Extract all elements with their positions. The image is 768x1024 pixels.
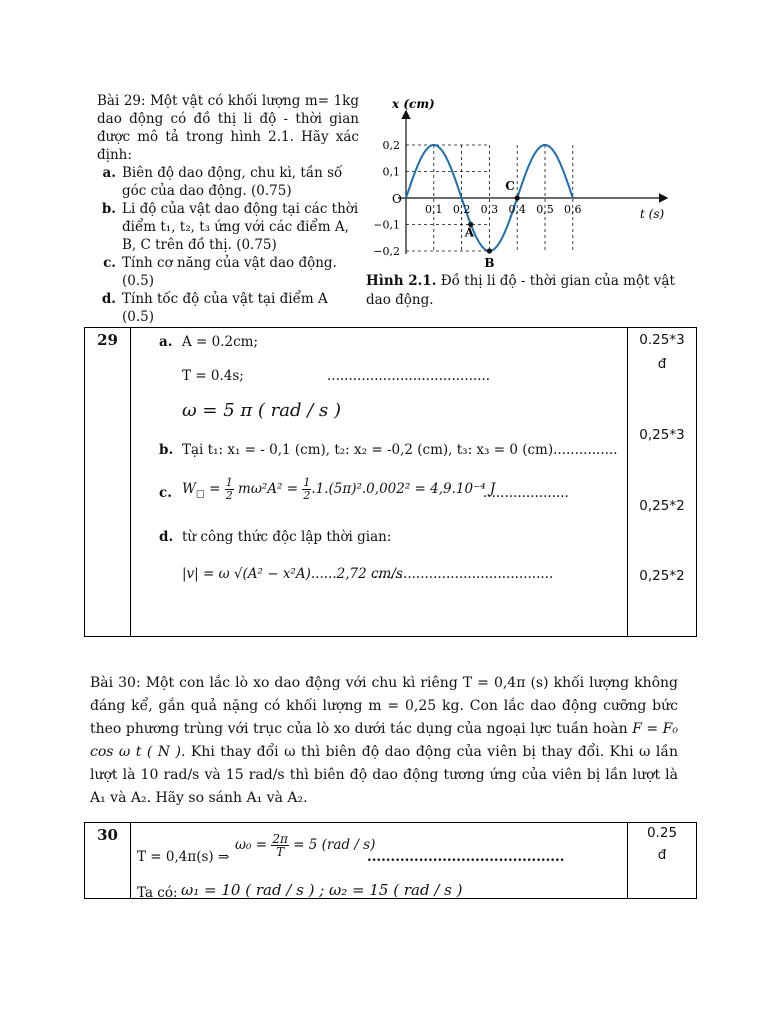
x-tick-label: 0,2 xyxy=(452,203,471,216)
points-unit: đ xyxy=(657,847,667,863)
item-text: Tính cơ năng của vật dao động. (0.5) xyxy=(122,255,337,289)
item-letter: c. xyxy=(103,255,116,271)
part-a-label: a. xyxy=(159,334,173,350)
x-axis-label: t (s) xyxy=(640,207,665,221)
dots: .......................................... xyxy=(367,849,565,865)
point-label: A xyxy=(464,225,475,240)
question-29-intro: Bài 29: Một vật có khối lượng m= 1kg dao động có đồ thị li độ - thời gian được mô tả trong hình 2.1. Hãy xác định: xyxy=(97,93,359,163)
y-tick-label: 0,1 xyxy=(382,165,400,179)
dots: .................... xyxy=(483,485,569,501)
item-text: Tính tốc độ của vật tại điểm A (0.5) xyxy=(122,291,328,325)
part-c-label: c. xyxy=(159,485,172,501)
omega0-lhs: ω₀ = xyxy=(235,837,268,853)
part-d-label: d. xyxy=(159,529,174,545)
x-tick-label: 0,5 xyxy=(536,203,554,216)
item-letter: a. xyxy=(102,165,116,181)
fraction-half: $\frac{1}{2}$ xyxy=(225,476,233,502)
omega-values: ω₁ = 10 ( rad / s ) ; ω₂ = 15 ( rad / s ) xyxy=(181,881,463,899)
points-column xyxy=(628,328,697,637)
question-30-text-1: Bài 30: Một con lắc lò xo dao động với chu kì riêng T = 0,4π (s) khối lượng không đáng kể, gắn quả nặng có khối lượng m = 0,25 kg. Con lắc dao động cưỡng bức theo phương trùng với trục của lò xo dưới tác dụng của ngoại lực tuần hoàn xyxy=(90,675,678,737)
solution-body xyxy=(131,823,628,899)
displacement-values: Tại t₁: x₁ = - 0,1 (cm), t₂: x₂ = -0,2 (cm), t₃: x₃ = 0 (cm)............... xyxy=(182,442,618,458)
omega0-rhs: = 5 (rad / s) xyxy=(293,837,376,853)
caption-bold: Hình 2.1. xyxy=(366,273,437,289)
item-text: Li độ của vật dao động tại các thời điểm t₁, t₂, t₃ ứng với các điểm A, B, C trên đồ thị. (0.75) xyxy=(122,201,359,253)
displacement-time-graph xyxy=(362,94,682,272)
question-30-text-2: . Khi thay đổi ω thì biên độ dao động của viên bị thay đổi. Khi ω lần lượt là 10 rad/s và 15 rad/s thì biên độ dao động tương ứng của viên bị lần lượt là A₁ và A₂. Hãy so sánh A₁ và A₂. xyxy=(90,744,678,806)
fraction-denominator: T xyxy=(276,845,285,859)
points-b: 0,25*3 xyxy=(639,427,685,443)
item-text: Biên độ dao động, chu kì, tần số góc của dao động. (0.75) xyxy=(122,165,343,199)
points-c: 0,25*2 xyxy=(639,498,685,514)
point-label: B xyxy=(484,256,495,270)
dots: .......................................... xyxy=(373,566,554,582)
period-line: T = 0,4π(s) ⇒ xyxy=(137,849,230,865)
fraction-half-2: $\frac{1}{2}$ xyxy=(303,476,311,502)
fraction-numerator: 2π xyxy=(272,832,288,846)
points-column xyxy=(628,823,697,899)
dots: ...................................... xyxy=(327,368,491,384)
point-c xyxy=(515,195,520,200)
points-d: 0,25*2 xyxy=(639,568,685,584)
question-29 xyxy=(97,92,359,326)
item-letter: b. xyxy=(101,201,116,217)
solution-body xyxy=(131,328,628,637)
part-b-label: b. xyxy=(159,442,174,458)
x-tick-label: 0,3 xyxy=(480,203,499,216)
speed-formula: |v| = ω √(A² − x²A)......2,72 cm/s xyxy=(182,566,403,582)
item-letter: d. xyxy=(101,291,116,307)
angular-frequency-formula: ω = 5 π ( rad / s ) xyxy=(182,400,342,421)
energy-symbol: W xyxy=(182,481,196,497)
period-value: T = 0.4s; xyxy=(182,368,244,384)
point-b xyxy=(487,248,492,253)
points: 0.25 xyxy=(646,825,678,841)
force-formula: F = F₀ cos ω t ( N ) xyxy=(90,721,678,760)
question-30 xyxy=(90,672,678,810)
solution-table-29 xyxy=(84,327,697,637)
given-label: Ta có: xyxy=(137,885,178,901)
y-tick-label: −0,1 xyxy=(373,218,400,232)
x-tick-label: 0,1 xyxy=(425,203,443,216)
points-unit: đ xyxy=(657,356,667,372)
question-29-item-d xyxy=(97,290,359,326)
energy-mid: mω²A² = xyxy=(238,481,299,497)
question-29-item-b xyxy=(97,200,359,254)
solution-number: 30 xyxy=(85,823,131,899)
energy-result: .1.(5π)².0,002² = 4,9.10⁻⁴ J xyxy=(311,481,496,497)
caption-text: Đồ thị li độ - thời gian của một vật dao động. xyxy=(366,273,675,308)
x-tick-label: 0,4 xyxy=(508,203,526,216)
figure-caption xyxy=(366,272,686,310)
solution-table-30 xyxy=(84,822,697,899)
y-axis-label: x (cm) xyxy=(392,97,435,111)
solution-number: 29 xyxy=(85,328,131,637)
energy-formula: $W_□$ = $\frac{1}{2}$ mω²A² = $\frac{1}{2}$ .1.(5π)².0,002² = 4,9.10⁻⁴ J xyxy=(182,476,496,502)
question-29-item-a xyxy=(97,164,359,200)
points-a: 0.25*3 xyxy=(639,332,685,348)
origin-label: O xyxy=(392,192,402,206)
point-label: C xyxy=(505,179,515,193)
question-29-item-c xyxy=(97,254,359,290)
natural-frequency-formula xyxy=(235,833,375,858)
part-d-text: từ công thức độc lập thời gian: xyxy=(182,529,392,545)
y-tick-label: 0,2 xyxy=(382,139,400,152)
fraction-2pi-over-t xyxy=(271,833,289,858)
x-tick-label: 0,6 xyxy=(564,203,582,216)
y-tick-label: −0,2 xyxy=(373,245,400,258)
amplitude-value: A = 0.2cm; xyxy=(182,334,259,350)
